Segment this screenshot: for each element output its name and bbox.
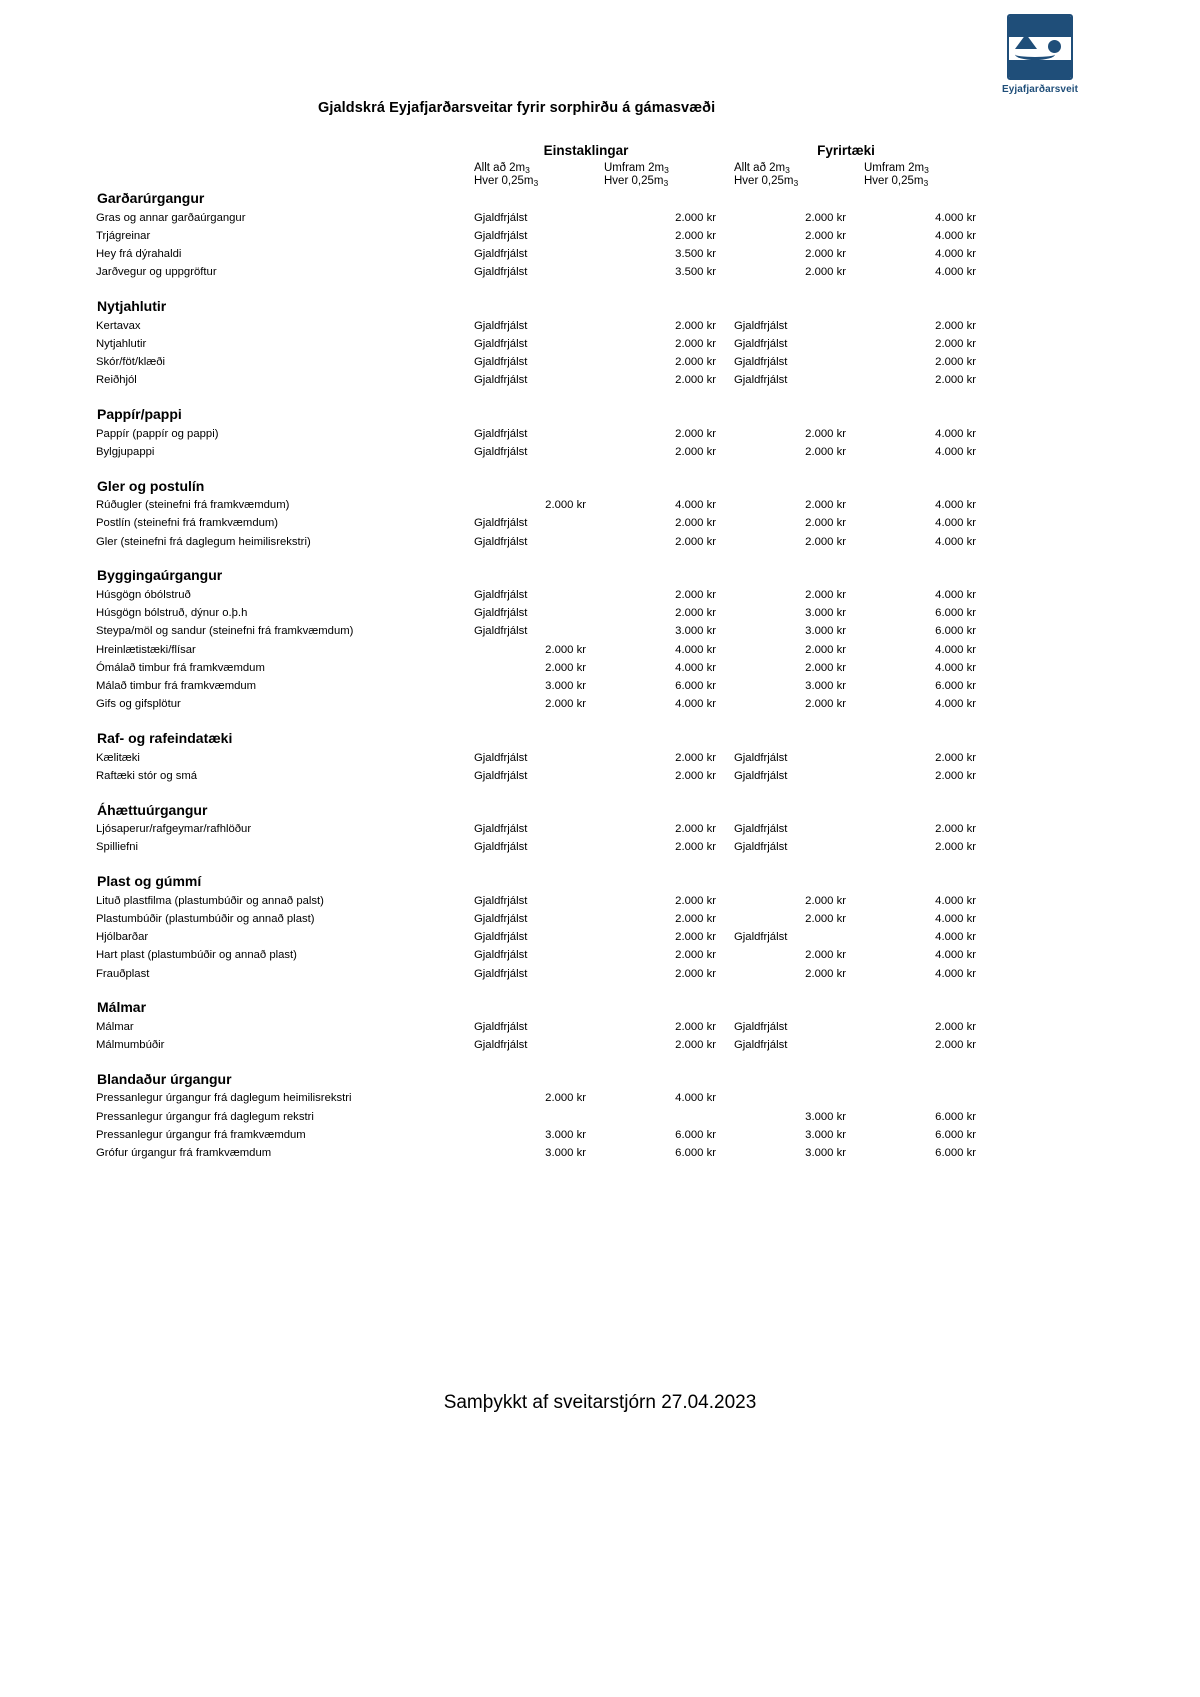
cell-ind-over: 3.500 kr: [675, 248, 716, 260]
cell-ind-upto: Gjaldfrjálst: [474, 751, 528, 764]
section-header-row: [96, 462, 976, 497]
section-title: Áhættuúrgangur: [97, 801, 208, 818]
unit-ind-over: Hver 0,25m3: [604, 175, 669, 188]
cell-ind-upto: 2.000 kr: [545, 661, 586, 674]
volume-header-row: [96, 162, 976, 175]
row-item: Kertavax: [96, 319, 141, 332]
row-item: Grófur úrgangur frá framkvæmdum: [96, 1147, 272, 1159]
table-row: [96, 425, 976, 443]
table-row: [96, 839, 976, 857]
cell-com-upto: 3.000 kr: [805, 680, 846, 692]
cell-ind-over: 2.000 kr: [675, 535, 716, 548]
col-com-upto: Allt að 2m3: [734, 162, 790, 175]
cell-ind-over: 3.000 kr: [675, 625, 716, 638]
cell-ind-over: 6.000 kr: [675, 1128, 716, 1141]
table-row: [96, 246, 976, 264]
cell-com-upto: 2.000 kr: [805, 229, 846, 242]
cell-ind-upto: Gjaldfrjálst: [474, 1039, 528, 1051]
section-header-row: [96, 857, 976, 892]
table-row: [96, 443, 976, 461]
cell-com-over: 4.000 kr: [935, 588, 976, 601]
row-item: Málmumbúðir: [96, 1039, 165, 1051]
row-item: Postlín (steinefni frá framkvæmdum): [96, 517, 279, 530]
cell-com-over: 2.000 kr: [935, 374, 976, 387]
cell-com-upto: 3.000 kr: [805, 1128, 846, 1141]
row-item: Plastumbúðir (plastumbúðir og annað plast): [96, 912, 315, 925]
row-item: Gler (steinefni frá daglegum heimilisrekstri): [96, 535, 311, 548]
cell-com-upto: Gjaldfrjálst: [734, 319, 788, 332]
cell-com-over: 4.000 kr: [935, 229, 976, 242]
cell-ind-upto: Gjaldfrjálst: [474, 1020, 528, 1033]
section-title: Nytjahlutir: [97, 298, 167, 314]
cell-ind-upto: Gjaldfrjálst: [474, 517, 528, 530]
approval-footer: Samþykkt af sveitarstjórn 27.04.2023: [443, 1392, 757, 1413]
cell-com-over: 2.000 kr: [935, 319, 976, 332]
table-row: [96, 678, 976, 696]
cell-ind-over: 4.000 kr: [675, 643, 716, 656]
cell-com-over: 4.000 kr: [935, 967, 976, 980]
cell-ind-upto: Gjaldfrjálst: [474, 823, 528, 835]
section-title: Málmar: [97, 999, 147, 1016]
cell-com-upto: Gjaldfrjálst: [734, 769, 788, 782]
unit-header-row: [96, 175, 976, 188]
cell-ind-over: 4.000 kr: [675, 661, 716, 674]
table-row: [96, 821, 976, 839]
row-item: Bylgjupappi: [96, 445, 155, 458]
cell-ind-upto: Gjaldfrjálst: [474, 445, 528, 458]
table-row: [96, 910, 976, 928]
row-item: Málmar: [96, 1020, 134, 1033]
cell-ind-upto: Gjaldfrjálst: [474, 625, 528, 638]
cell-com-upto: Gjaldfrjálst: [734, 374, 788, 387]
cell-ind-upto: Gjaldfrjálst: [474, 427, 528, 440]
row-item: Hey frá dýrahaldi: [96, 248, 182, 260]
table-row: [96, 929, 976, 947]
row-item: Húsgögn bólstruð, dýnur o.þ.h: [96, 607, 248, 619]
table-row: [96, 1037, 976, 1055]
cell-com-upto: 2.000 kr: [805, 266, 846, 279]
cell-com-upto: Gjaldfrjálst: [734, 751, 788, 764]
row-item: Raftæki stór og smá: [96, 769, 198, 782]
cell-com-over: 4.000 kr: [935, 931, 976, 943]
cell-com-over: 2.000 kr: [935, 769, 976, 782]
cell-ind-over: 2.000 kr: [675, 949, 716, 962]
table-row: [96, 497, 976, 515]
table-row: [96, 965, 976, 983]
cell-ind-over: [586, 1108, 716, 1126]
fee-table-container: [96, 143, 1106, 1163]
row-item: Reiðhjól: [96, 374, 137, 387]
row-item: Hreinlætistæki/flísar: [96, 643, 196, 656]
section-title: Garðarúrgangur: [97, 190, 205, 206]
row-item: Spilliefni: [96, 841, 139, 854]
section-header-row: [96, 188, 976, 209]
cell-ind-over: 6.000 kr: [675, 1147, 716, 1159]
cell-com-over: 2.000 kr: [935, 1020, 976, 1033]
cell-ind-upto: Gjaldfrjálst: [474, 229, 528, 242]
cell-com-over: 4.000 kr: [935, 698, 976, 711]
section-title: Byggingaúrgangur: [97, 567, 223, 584]
cell-com-over: 4.000 kr: [935, 535, 976, 548]
cell-com-upto: 3.000 kr: [805, 1147, 846, 1159]
cell-com-upto: Gjaldfrjálst: [734, 337, 788, 350]
cell-com-upto: Gjaldfrjálst: [734, 356, 788, 368]
cell-com-over: 4.000 kr: [935, 427, 976, 440]
cell-ind-over: 2.000 kr: [675, 427, 716, 440]
section-header-row: [96, 714, 976, 749]
table-row: [96, 227, 976, 245]
cell-ind-over: 4.000 kr: [675, 1092, 716, 1105]
cell-com-upto: 2.000 kr: [805, 211, 846, 224]
cell-com-over: 4.000 kr: [935, 643, 976, 656]
row-item: Húsgögn óbólstruð: [96, 588, 191, 601]
unit-com-upto: Hver 0,25m3: [734, 175, 799, 188]
cell-com-upto: 2.000 kr: [805, 445, 846, 458]
row-item: Kælitæki: [96, 751, 140, 764]
row-item: Pressanlegur úrgangur frá daglegum rekstri: [96, 1110, 314, 1123]
row-item: Skór/föt/klæði: [96, 356, 166, 368]
table-row: [96, 515, 976, 533]
cell-ind-over: 4.000 kr: [675, 698, 716, 711]
section-header-row: [96, 551, 976, 586]
cell-com-upto: 2.000 kr: [805, 967, 846, 980]
cell-com-over: 2.000 kr: [935, 1039, 976, 1051]
cell-com-upto: 2.000 kr: [805, 698, 846, 711]
cell-ind-upto: Gjaldfrjálst: [474, 211, 528, 224]
cell-ind-over: 2.000 kr: [675, 337, 716, 350]
table-row: [96, 1090, 976, 1108]
cell-ind-upto: 3.000 kr: [545, 680, 586, 692]
cell-com-upto: 2.000 kr: [805, 517, 846, 530]
row-item: Trjágreinar: [96, 229, 151, 242]
row-item: Jarðvegur og uppgröftur: [96, 266, 217, 279]
cell-ind-upto: Gjaldfrjálst: [474, 949, 528, 962]
cell-com-over: 2.000 kr: [935, 337, 976, 350]
cell-com-upto: 2.000 kr: [805, 949, 846, 962]
row-item: Hjólbarðar: [96, 931, 149, 943]
cell-com-upto: [716, 1090, 846, 1108]
cell-ind-upto: 2.000 kr: [545, 499, 586, 511]
section-title: Pappír/pappi: [97, 406, 182, 422]
row-item: Pappír (pappír og pappi): [96, 427, 219, 440]
cell-ind-upto: [456, 1108, 586, 1126]
cell-com-upto: 2.000 kr: [805, 643, 846, 656]
cell-com-upto: 2.000 kr: [805, 912, 846, 925]
table-row: [96, 605, 976, 623]
empty-corner: [96, 143, 456, 162]
row-item: Gras og annar garðaúrgangur: [96, 211, 246, 224]
table-row: [96, 1126, 976, 1144]
cell-com-over: 4.000 kr: [935, 517, 976, 530]
cell-com-upto: Gjaldfrjálst: [734, 841, 788, 854]
table-row: [96, 892, 976, 910]
cell-com-upto: 2.000 kr: [805, 894, 846, 907]
cell-com-upto: Gjaldfrjálst: [734, 823, 788, 835]
cell-com-over: 2.000 kr: [935, 841, 976, 854]
fee-table-body: [96, 188, 976, 1163]
cell-ind-upto: Gjaldfrjálst: [474, 912, 528, 925]
cell-com-over: 2.000 kr: [935, 356, 976, 368]
cell-com-over: 4.000 kr: [935, 949, 976, 962]
cell-ind-upto: 3.000 kr: [545, 1128, 586, 1141]
row-item: Málað timbur frá framkvæmdum: [96, 680, 257, 692]
unit-ind-upto: Hver 0,25m3: [474, 175, 539, 188]
cell-ind-over: 2.000 kr: [675, 517, 716, 530]
row-item: Ljósaperur/rafgeymar/rafhlöður: [96, 823, 252, 835]
cell-com-upto: Gjaldfrjálst: [734, 1020, 788, 1033]
cell-ind-over: 2.000 kr: [675, 823, 716, 835]
cell-ind-over: 4.000 kr: [675, 499, 716, 511]
cell-ind-upto: 2.000 kr: [545, 1092, 586, 1105]
cell-ind-over: 2.000 kr: [675, 356, 716, 368]
cell-ind-over: 3.500 kr: [675, 266, 716, 279]
section-title: Gler og postulín: [97, 477, 205, 494]
row-item: Lituð plastfilma (plastumbúðir og annað palst): [96, 894, 324, 907]
cell-ind-upto: 3.000 kr: [545, 1147, 586, 1159]
table-row: [96, 586, 976, 604]
cell-ind-upto: Gjaldfrjálst: [474, 535, 528, 548]
cell-ind-upto: Gjaldfrjálst: [474, 769, 528, 782]
section-title: Raf- og rafeindatæki: [97, 730, 233, 746]
cell-ind-over: 2.000 kr: [675, 588, 716, 601]
cell-ind-upto: Gjaldfrjálst: [474, 248, 528, 260]
table-row: [96, 749, 976, 767]
row-item: Hart plast (plastumbúðir og annað plast): [96, 949, 297, 962]
cell-com-over: 4.000 kr: [935, 912, 976, 925]
cell-ind-upto: Gjaldfrjálst: [474, 931, 528, 943]
cell-com-upto: 2.000 kr: [805, 427, 846, 440]
cell-com-over: 4.000 kr: [935, 445, 976, 458]
cell-com-over: 6.000 kr: [935, 625, 976, 638]
table-row: [96, 209, 976, 227]
cell-ind-over: 2.000 kr: [675, 967, 716, 980]
row-item: Ómálað timbur frá framkvæmdum: [96, 661, 265, 674]
logo-label: Eyjafjarðarsveit: [1001, 84, 1079, 95]
table-row: [96, 1018, 976, 1036]
table-row: [96, 354, 976, 372]
cell-com-over: 4.000 kr: [935, 661, 976, 674]
cell-com-upto: 2.000 kr: [805, 661, 846, 674]
section-header-row: [96, 983, 976, 1018]
cell-ind-upto: Gjaldfrjálst: [474, 588, 528, 601]
municipality-logo: [985, 14, 1095, 95]
cell-com-upto: 3.000 kr: [805, 607, 846, 619]
cell-ind-upto: Gjaldfrjálst: [474, 374, 528, 387]
cell-com-over: 2.000 kr: [935, 751, 976, 764]
cell-ind-over: 2.000 kr: [675, 751, 716, 764]
section-header-row: [96, 282, 976, 317]
table-row: [96, 264, 976, 282]
cell-ind-upto: Gjaldfrjálst: [474, 337, 528, 350]
cell-ind-upto: Gjaldfrjálst: [474, 894, 528, 907]
cell-com-over: 4.000 kr: [935, 266, 976, 279]
cell-com-over: 6.000 kr: [935, 1147, 976, 1159]
cell-com-over: 4.000 kr: [935, 499, 976, 511]
table-row: [96, 641, 976, 659]
row-item: Pressanlegur úrgangur frá daglegum heimilisrekstri: [96, 1092, 352, 1105]
table-row: [96, 1145, 976, 1163]
cell-com-over: 4.000 kr: [935, 248, 976, 260]
cell-com-over: 6.000 kr: [935, 680, 976, 692]
cell-ind-upto: Gjaldfrjálst: [474, 356, 528, 368]
coat-of-arms-icon: [1007, 14, 1073, 80]
table-row: [96, 767, 976, 785]
cell-com-over: 6.000 kr: [935, 607, 976, 619]
row-item: Pressanlegur úrgangur frá framkvæmdum: [96, 1128, 306, 1141]
table-row: [96, 533, 976, 551]
cell-com-over: [846, 1090, 976, 1108]
cell-ind-over: 2.000 kr: [675, 841, 716, 854]
cell-ind-upto: Gjaldfrjálst: [474, 841, 528, 854]
table-row: [96, 623, 976, 641]
cell-ind-upto: Gjaldfrjálst: [474, 607, 528, 619]
cell-ind-over: 2.000 kr: [675, 229, 716, 242]
row-item: Frauðplast: [96, 967, 150, 980]
col-com-over: Umfram 2m3: [864, 162, 929, 175]
cell-ind-upto: 2.000 kr: [545, 643, 586, 656]
cell-ind-over: 2.000 kr: [675, 1039, 716, 1051]
cell-com-upto: 2.000 kr: [805, 588, 846, 601]
table-row: [96, 696, 976, 714]
cell-com-over: 2.000 kr: [935, 823, 976, 835]
cell-ind-upto: Gjaldfrjálst: [474, 319, 528, 332]
table-row: [96, 372, 976, 390]
col-ind-upto: Allt að 2m3: [474, 162, 530, 175]
cell-ind-over: 2.000 kr: [675, 374, 716, 387]
group-header-row: [96, 143, 976, 162]
cell-ind-over: 2.000 kr: [675, 211, 716, 224]
section-header-row: [96, 1055, 976, 1090]
cell-com-over: 4.000 kr: [935, 211, 976, 224]
row-item: Nytjahlutir: [96, 337, 147, 350]
cell-com-over: 4.000 kr: [935, 894, 976, 907]
unit-com-over: Hver 0,25m3: [864, 175, 929, 188]
cell-ind-over: 6.000 kr: [675, 680, 716, 692]
cell-com-over: 6.000 kr: [935, 1128, 976, 1141]
cell-com-upto: Gjaldfrjálst: [734, 1039, 788, 1051]
cell-com-over: 6.000 kr: [935, 1110, 976, 1123]
cell-ind-over: 2.000 kr: [675, 931, 716, 943]
table-row: [96, 659, 976, 677]
table-row: [96, 335, 976, 353]
section-header-row: [96, 786, 976, 821]
cell-ind-upto: Gjaldfrjálst: [474, 266, 528, 279]
cell-com-upto: Gjaldfrjálst: [734, 931, 788, 943]
cell-ind-upto: Gjaldfrjálst: [474, 967, 528, 980]
table-row: [96, 1108, 976, 1126]
cell-ind-over: 2.000 kr: [675, 769, 716, 782]
cell-com-upto: 2.000 kr: [805, 535, 846, 548]
row-item: Steypa/möl og sandur (steinefni frá framkvæmdum): [96, 625, 354, 638]
page-title: Gjaldskrá Eyjafjarðarsveitar fyrir sorphirðu á gámasvæði: [318, 100, 716, 116]
table-row: [96, 947, 976, 965]
col-ind-over: Umfram 2m3: [604, 162, 669, 175]
row-item: Gifs og gifsplötur: [96, 698, 181, 711]
section-header-row: [96, 390, 976, 425]
section-title: Blandaður úrgangur: [97, 1070, 232, 1087]
row-item: Rúðugler (steinefni frá framkvæmdum): [96, 499, 290, 511]
cell-ind-over: 2.000 kr: [675, 1020, 716, 1033]
cell-ind-upto: 2.000 kr: [545, 698, 586, 711]
group-individuals: Einstaklingar: [543, 143, 629, 158]
cell-ind-over: 2.000 kr: [675, 319, 716, 332]
cell-com-upto: 2.000 kr: [805, 499, 846, 511]
cell-ind-over: 2.000 kr: [675, 445, 716, 458]
group-companies: Fyrirtæki: [817, 143, 875, 158]
table-row: [96, 317, 976, 335]
cell-com-upto: 3.000 kr: [805, 625, 846, 638]
fee-table: [96, 143, 976, 1163]
cell-com-upto: 2.000 kr: [805, 248, 846, 260]
cell-ind-over: 2.000 kr: [675, 894, 716, 907]
cell-ind-over: 2.000 kr: [675, 912, 716, 925]
cell-com-upto: 3.000 kr: [805, 1110, 846, 1123]
section-title: Plast og gúmmí: [97, 873, 202, 889]
cell-ind-over: 2.000 kr: [675, 607, 716, 619]
